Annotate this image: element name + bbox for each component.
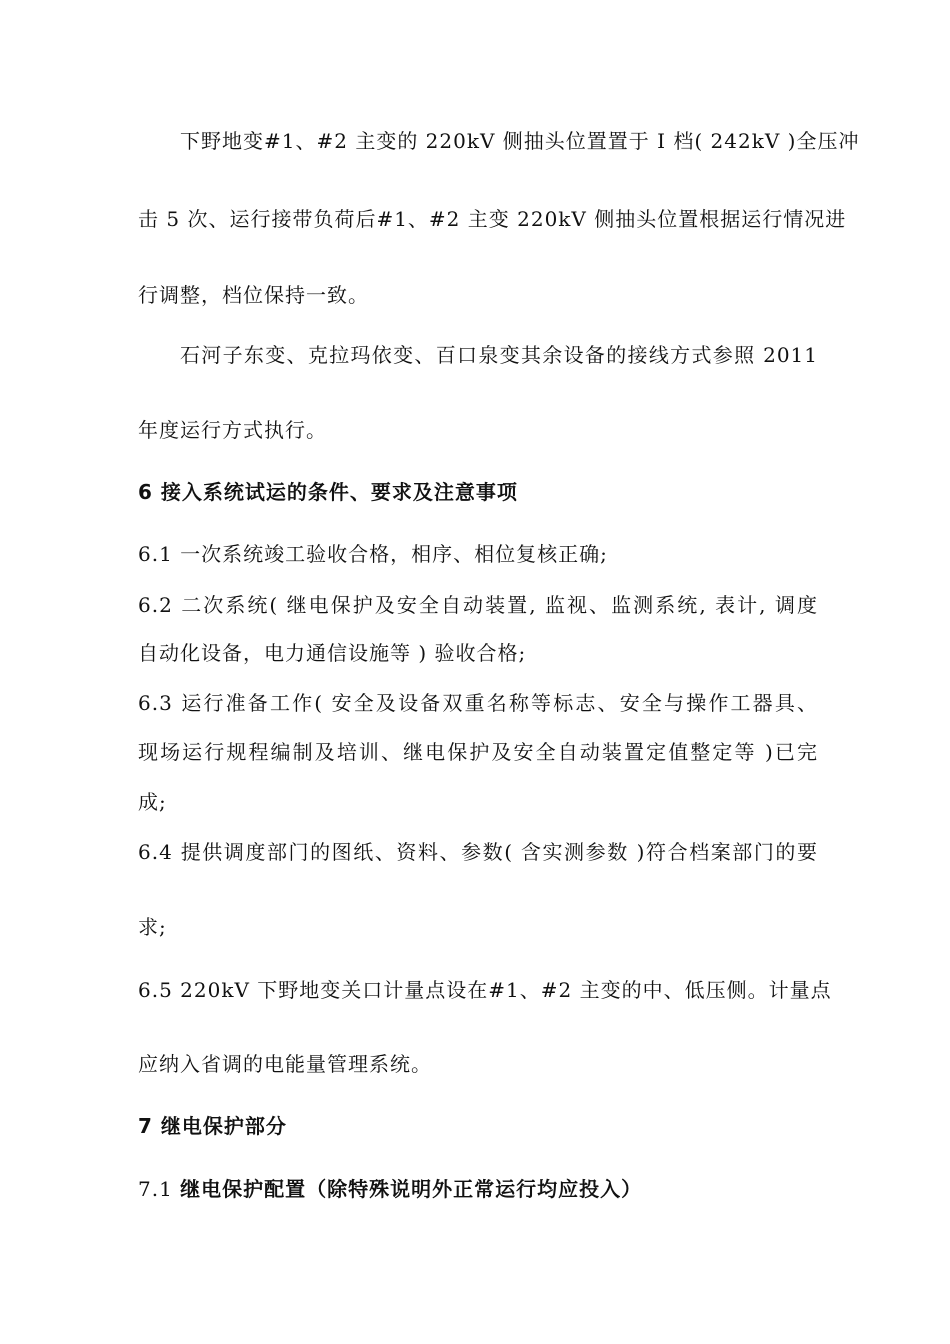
item-6-5-line1: 6.5 220kV 下野地变关口计量点设在#1、#2 主变的中、低压侧。计量点 <box>138 978 832 1002</box>
section-6-heading: 6 接入系统试运的条件、要求及注意事项 <box>138 480 518 504</box>
item-6-1: 6.1 一次系统竣工验收合格，相序、相位复核正确; <box>138 542 608 566</box>
item-6-4-line2: 求; <box>138 915 167 939</box>
item-6-2-line2: 自动化设备，电力通信设施等 ) 验收合格; <box>138 641 527 665</box>
subsection-7-1-number: 7.1 <box>138 1177 173 1201</box>
item-6-3-line1: 6.3 运行准备工作( 安全及设备双重名称等标志、安全与操作工器具、 <box>138 691 818 715</box>
section-7-heading: 7 继电保护部分 <box>138 1114 287 1138</box>
subsection-7-1 <box>138 1175 818 1203</box>
item-6-5-line2: 应纳入省调的电能量管理系统。 <box>138 1052 432 1076</box>
para2-line2: 年度运行方式执行。 <box>138 418 327 442</box>
item-6-3-line2: 现场运行规程编制及培训、继电保护及安全自动装置定值整定等 )已完 <box>138 740 818 764</box>
subsection-7-1-title: 继电保护配置（除特殊说明外正常运行均应投入） <box>180 1177 643 1201</box>
item-6-3-line3: 成; <box>138 790 167 814</box>
para2-line1: 石河子东变、克拉玛依变、百口泉变其余设备的接线方式参照 2011 <box>180 343 818 367</box>
item-6-2-line1: 6.2 二次系统( 继电保护及安全自动装置, 监视、监测系统, 表计, 调度 <box>138 593 818 617</box>
para1-line3: 行调整，档位保持一致。 <box>138 283 369 307</box>
item-6-4-line1: 6.4 提供调度部门的图纸、资料、参数( 含实测参数 )符合档案部门的要 <box>138 840 818 864</box>
para1-line2: 击 5 次、运行接带负荷后#1、#2 主变 220kV 侧抽头位置根据运行情况进 <box>138 207 847 231</box>
para1-line1: 下野地变#1、#2 主变的 220kV 侧抽头位置置于 I 档( 242kV )全压冲 <box>180 129 860 153</box>
